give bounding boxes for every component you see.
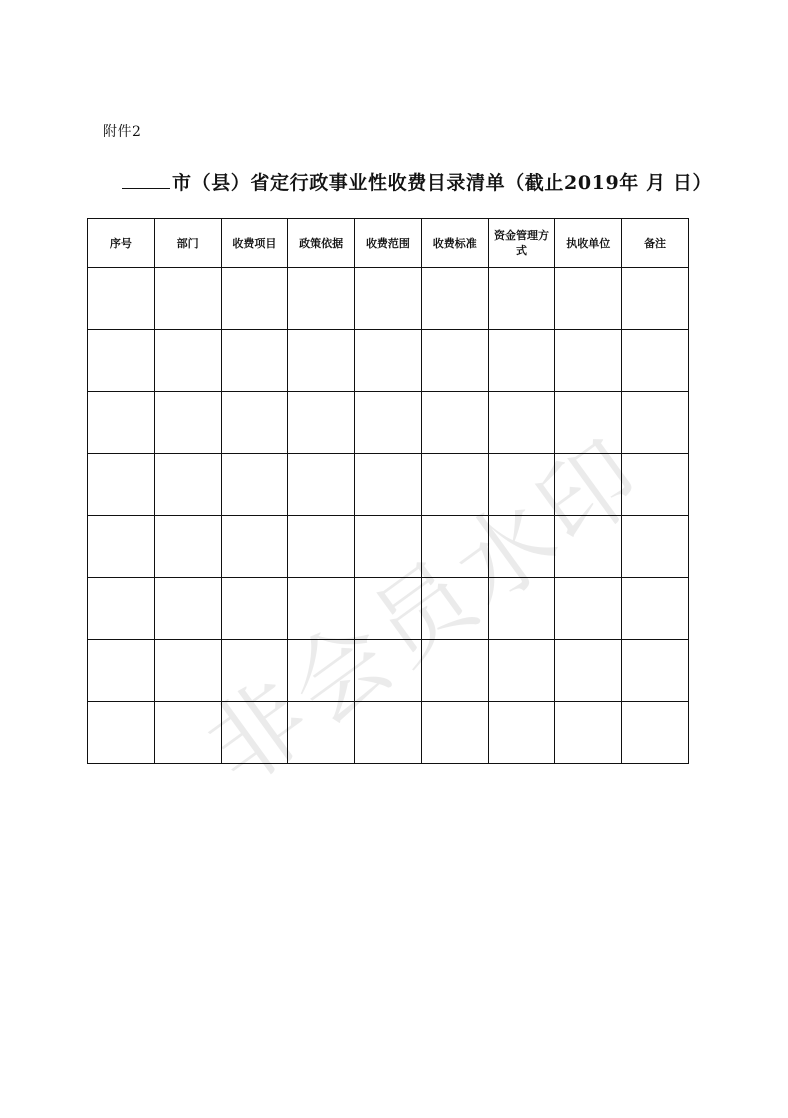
table-cell <box>622 330 689 392</box>
header-fund-management: 资金管理方式 <box>488 219 555 268</box>
header-policy-basis: 政策依据 <box>288 219 355 268</box>
fee-catalog-table <box>87 218 689 764</box>
table-cell <box>355 330 422 392</box>
title-text: 市（县）省定行政事业性收费目录清单（截止2019年 月 日） <box>172 172 713 194</box>
table-cell <box>88 268 155 330</box>
table-cell <box>622 578 689 640</box>
table-cell <box>622 640 689 702</box>
table-cell <box>488 392 555 454</box>
table-cell <box>555 268 622 330</box>
table-cell <box>88 640 155 702</box>
table-cell <box>421 454 488 516</box>
table-cell <box>221 640 288 702</box>
table-cell <box>421 268 488 330</box>
table-cell <box>154 392 221 454</box>
table-cell <box>154 640 221 702</box>
table-row <box>88 454 689 516</box>
table-cell <box>622 392 689 454</box>
table-cell <box>488 516 555 578</box>
table-cell <box>622 454 689 516</box>
table-cell <box>288 392 355 454</box>
table-cell <box>488 454 555 516</box>
table-cell <box>421 640 488 702</box>
table-cell <box>154 454 221 516</box>
table-cell <box>355 702 422 764</box>
table-cell <box>288 454 355 516</box>
table-cell <box>88 330 155 392</box>
table-cell <box>288 516 355 578</box>
header-remarks: 备注 <box>622 219 689 268</box>
header-fee-item: 收费项目 <box>221 219 288 268</box>
table-cell <box>622 268 689 330</box>
table-cell <box>622 516 689 578</box>
table-cell <box>288 702 355 764</box>
table-cell <box>421 578 488 640</box>
document-title <box>122 168 712 195</box>
table-cell <box>488 330 555 392</box>
table-cell <box>555 454 622 516</box>
table-cell <box>355 516 422 578</box>
table-row <box>88 330 689 392</box>
table-cell <box>288 268 355 330</box>
table-row <box>88 640 689 702</box>
table-cell <box>154 330 221 392</box>
table-cell <box>288 330 355 392</box>
table-cell <box>488 702 555 764</box>
table-cell <box>555 516 622 578</box>
table-cell <box>88 516 155 578</box>
table-cell <box>622 702 689 764</box>
table-cell <box>154 516 221 578</box>
table-cell <box>88 392 155 454</box>
table-cell <box>288 578 355 640</box>
table-cell <box>154 268 221 330</box>
header-index: 序号 <box>88 219 155 268</box>
table-row <box>88 578 689 640</box>
table-cell <box>488 640 555 702</box>
table-cell <box>488 268 555 330</box>
table-cell <box>221 330 288 392</box>
table-cell <box>421 516 488 578</box>
table-cell <box>355 268 422 330</box>
table-row <box>88 268 689 330</box>
table-cell <box>555 640 622 702</box>
table-cell <box>355 392 422 454</box>
table-cell <box>88 702 155 764</box>
table-cell <box>421 392 488 454</box>
table-cell <box>288 640 355 702</box>
table-cell <box>154 578 221 640</box>
table-cell <box>221 702 288 764</box>
header-fee-scope: 收费范围 <box>355 219 422 268</box>
table-header-row <box>88 219 689 268</box>
table-cell <box>555 702 622 764</box>
attachment-label: 附件2 <box>103 124 142 140</box>
table-cell <box>355 454 422 516</box>
table-row <box>88 516 689 578</box>
table-cell <box>488 578 555 640</box>
header-collecting-unit: 执收单位 <box>555 219 622 268</box>
table-cell <box>221 516 288 578</box>
table-cell <box>355 578 422 640</box>
table-cell <box>555 578 622 640</box>
table-cell <box>221 392 288 454</box>
city-name-blank <box>122 170 170 189</box>
table-cell <box>355 640 422 702</box>
watermark: 非会员水印 <box>186 416 666 807</box>
table-cell <box>555 392 622 454</box>
header-department: 部门 <box>154 219 221 268</box>
table-cell <box>154 702 221 764</box>
table-cell <box>421 702 488 764</box>
header-fee-standard: 收费标准 <box>421 219 488 268</box>
table-row <box>88 392 689 454</box>
table-cell <box>555 330 622 392</box>
table-cell <box>88 454 155 516</box>
table-cell <box>221 268 288 330</box>
table-cell <box>221 578 288 640</box>
table-cell <box>221 454 288 516</box>
table-cell <box>88 578 155 640</box>
table-row <box>88 702 689 764</box>
table-cell <box>421 330 488 392</box>
